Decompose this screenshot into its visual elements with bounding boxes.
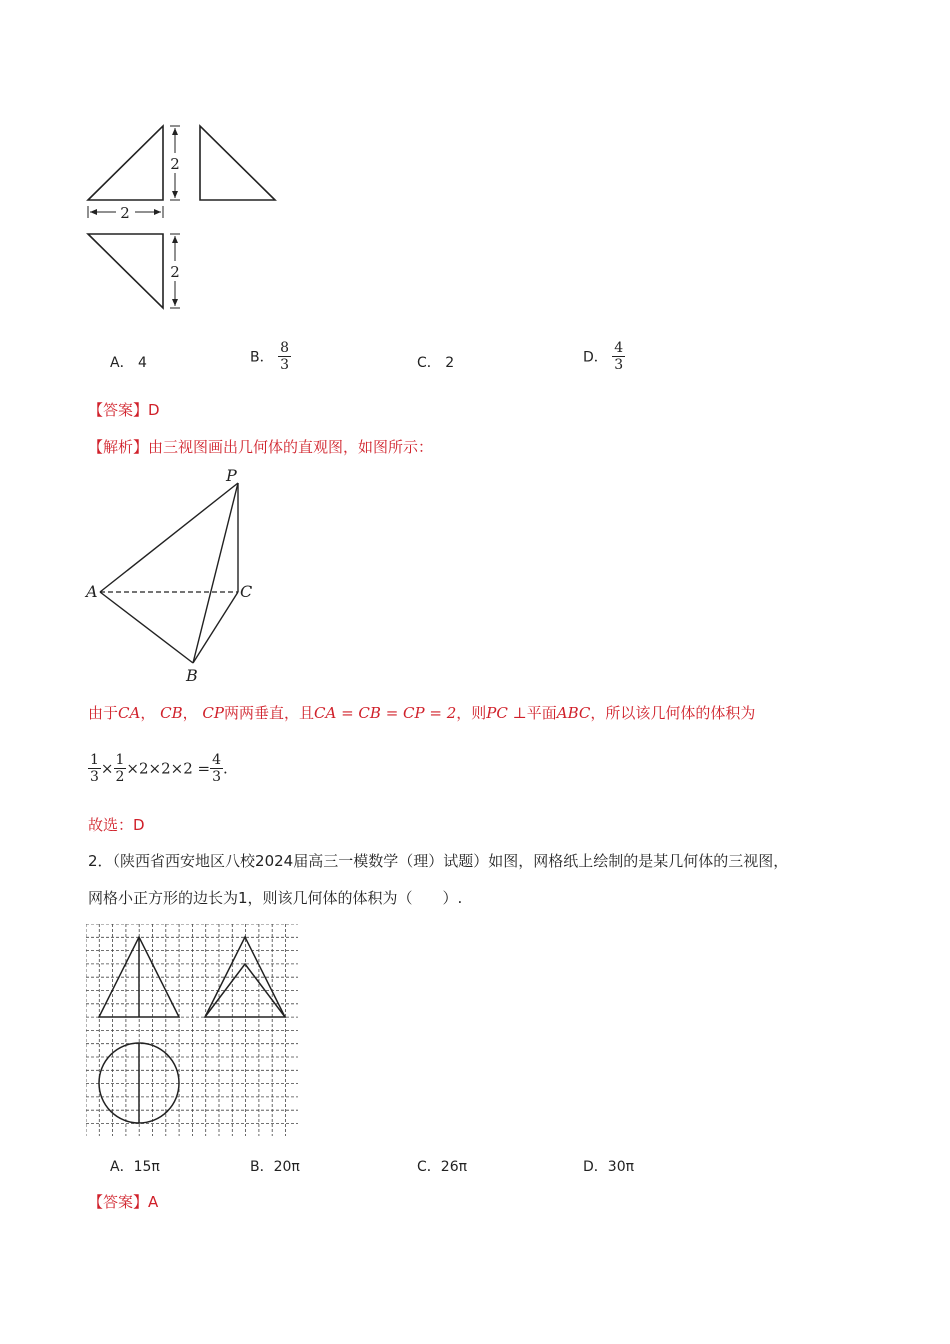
reason-text: 两两垂直，且 [224, 704, 315, 722]
reason-text: 由于 [88, 704, 119, 722]
fraction-numerator: 8 [280, 340, 289, 356]
q1-option-d[interactable] [583, 340, 625, 373]
answer-value: D [148, 401, 160, 419]
q1-reason [88, 702, 755, 723]
option-label: A． [110, 1159, 134, 1175]
edge-bc [193, 592, 238, 663]
option-label: D． [583, 1159, 608, 1175]
reason-text: 平面 [526, 704, 557, 722]
grid-three-view-figure-q2 [86, 924, 298, 1136]
dim-label-front-width: 2 [120, 204, 130, 222]
fraction-denominator: 3 [90, 769, 99, 785]
choice-text: 故选： [88, 816, 134, 834]
option-label: A． [110, 355, 134, 371]
fraction-numerator: 4 [212, 752, 222, 768]
formula-fraction-3 [210, 752, 223, 785]
fraction-denominator: 3 [280, 357, 289, 373]
q2-stem-line1 [88, 850, 788, 871]
q1-option-c[interactable] [417, 352, 454, 372]
q1-option-b[interactable] [250, 340, 291, 373]
formula-middle: ×2×2×2 = [126, 759, 211, 778]
option-value: 26π [440, 1159, 468, 1175]
q1-answer [88, 399, 160, 420]
math-pc-perp: PC ⊥ [486, 704, 527, 722]
fraction-denominator: 2 [115, 769, 125, 785]
pyramid-figure [80, 465, 270, 690]
fraction-numerator: 1 [115, 752, 125, 768]
edge-ap [100, 483, 238, 592]
option-value: 15π [133, 1159, 160, 1175]
answer-tag: 【答案】 [88, 1193, 149, 1211]
option-label: B． [250, 349, 274, 366]
math-cp: CP [202, 704, 224, 722]
formula-fraction-1 [88, 752, 101, 785]
math-equal-lengths: CA = CB = CP = 2 [314, 704, 457, 722]
option-label: D． [583, 349, 608, 366]
q1-analysis [88, 436, 433, 457]
q2-stem-line2 [88, 887, 462, 908]
option-label: C． [417, 1159, 441, 1175]
fraction-numerator: 1 [90, 752, 99, 768]
vertex-label-p: P [226, 466, 237, 485]
vertex-label-a: A [86, 582, 98, 601]
dim-label-front-height: 2 [170, 155, 180, 173]
math-cb: CB [160, 704, 183, 722]
option-fraction [612, 340, 625, 373]
option-value: 30π [607, 1159, 635, 1175]
reason-text: ，所以该几何体的体积为 [590, 704, 756, 722]
volume-formula [88, 752, 228, 785]
option-label: C． [417, 355, 441, 371]
q1-option-a[interactable] [110, 352, 147, 372]
analysis-tag: 【解析】 [88, 438, 149, 456]
fraction-numerator: 4 [614, 340, 624, 356]
math-ca: CA [118, 704, 141, 722]
side-view-triangle [200, 126, 275, 200]
option-fraction [278, 340, 291, 373]
q1-choice [88, 814, 145, 835]
formula-times: × [100, 759, 114, 778]
q2-option-d[interactable] [583, 1156, 634, 1176]
front-view-triangle [88, 126, 163, 200]
dim-label-top-depth: 2 [170, 263, 180, 281]
formula-end: . [223, 759, 228, 778]
three-view-figure-q1 [80, 118, 290, 318]
vertex-label-b: B [186, 666, 198, 685]
stem-text: 网格小正方形的边长为1，则该几何体的体积为（ ）. [88, 889, 463, 907]
option-value: 4 [138, 355, 147, 371]
q2-option-a[interactable] [110, 1156, 160, 1176]
fraction-denominator: 3 [212, 769, 222, 785]
q2-option-b[interactable] [250, 1156, 300, 1176]
fraction-denominator: 3 [614, 357, 624, 373]
answer-tag: 【答案】 [88, 401, 149, 419]
q2-answer [88, 1191, 158, 1212]
question-number: 2． [88, 852, 113, 870]
top-view-triangle [88, 234, 163, 308]
reason-sep: ， [140, 704, 156, 722]
option-value: 2 [445, 355, 455, 371]
q2-option-c[interactable] [417, 1156, 467, 1176]
math-abc: ABC [556, 704, 591, 722]
option-label: B． [250, 1159, 274, 1175]
answer-value: A [148, 1193, 159, 1211]
edge-pb [193, 483, 238, 663]
choice-value: D [133, 816, 145, 834]
reason-text: ，则 [456, 704, 487, 722]
formula-fraction-2 [114, 752, 127, 785]
vertex-label-c: C [240, 582, 253, 601]
grid-lines [86, 924, 298, 1136]
analysis-text: 由三视图画出几何体的直观图，如图所示： [148, 438, 434, 456]
stem-text: （陕西省西安地区八校2024届高三一模数学（理）试题）如图，网格纸上绘制的是某几何体的三视图， [112, 852, 789, 870]
edge-ab [100, 592, 193, 663]
option-value: 20π [273, 1159, 300, 1175]
reason-sep: ， [182, 704, 198, 722]
